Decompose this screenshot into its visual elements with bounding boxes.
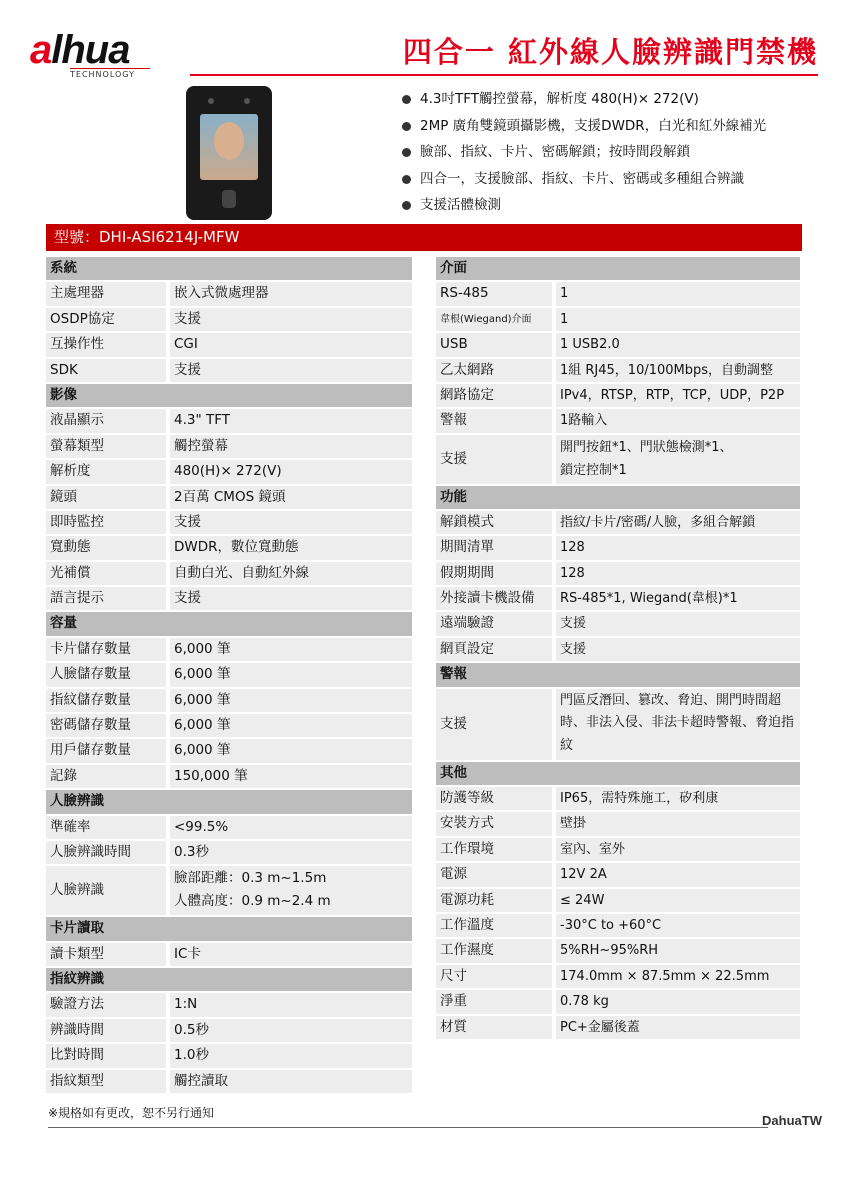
spec-row [436, 562, 800, 585]
spec-value: 4.3" TFT [170, 409, 412, 432]
spec-row [436, 511, 800, 534]
model-bar: 型號：DHI-ASI6214J-MFW [46, 224, 802, 251]
spec-label: 卡片儲存數量 [46, 638, 166, 661]
spec-row [436, 612, 800, 635]
spec-value: CGI [170, 333, 412, 356]
section-header: 影像 [46, 384, 412, 407]
spec-table-right [436, 257, 800, 1041]
spec-label: OSDP協定 [46, 308, 166, 331]
spec-label: RS-485 [436, 282, 552, 305]
spec-row [436, 1016, 800, 1039]
spec-value: 1路輸入 [556, 409, 800, 432]
spec-label: 鏡頭 [46, 486, 166, 509]
spec-value: 支援 [170, 587, 412, 610]
spec-label: 指紋儲存數量 [46, 689, 166, 712]
spec-label: 指紋類型 [46, 1070, 166, 1093]
spec-label: 假期期間 [436, 562, 552, 585]
spec-label: 光補償 [46, 562, 166, 585]
spec-value-line: 人體高度：0.9 m~2.4 m [174, 893, 331, 910]
spec-label: 外接讀卡機設備 [436, 587, 552, 610]
spec-row [436, 282, 800, 305]
spec-label: 材質 [436, 1016, 552, 1039]
spec-label: 比對時間 [46, 1044, 166, 1067]
spec-row [46, 663, 412, 686]
spec-row [46, 409, 412, 432]
spec-value: 1組 RJ45，10/100Mbps，自動調整 [556, 359, 800, 382]
spec-label: 讀卡類型 [46, 943, 166, 966]
spec-row [46, 536, 412, 559]
spec-label: 人臉儲存數量 [46, 663, 166, 686]
spec-value: 128 [556, 562, 800, 585]
spec-value: IC卡 [170, 943, 412, 966]
spec-value: 1 USB2.0 [556, 333, 800, 356]
spec-label: USB [436, 333, 552, 356]
spec-value: 6,000 筆 [170, 638, 412, 661]
spec-label: 解鎖模式 [436, 511, 552, 534]
feature-item: 2MP 廣角雙鏡頭攝影機，支援DWDR，白光和紅外線補光 [400, 113, 766, 140]
spec-value: 壁掛 [556, 812, 800, 835]
camera-lens-icon [208, 98, 214, 104]
page-title: 四合一 紅外線人臉辨識門禁機 [402, 35, 818, 69]
spec-row [46, 435, 412, 458]
dahua-logo [30, 28, 180, 80]
spec-row [436, 838, 800, 861]
spec-row [436, 939, 800, 962]
spec-row [46, 486, 412, 509]
spec-value: ≤ 24W [556, 889, 800, 912]
spec-value: 150,000 筆 [170, 765, 412, 788]
spec-row [436, 812, 800, 835]
feature-list [400, 86, 766, 219]
spec-value: -30°C to +60°C [556, 914, 800, 937]
spec-label: 工作濕度 [436, 939, 552, 962]
spec-value: 觸控螢幕 [170, 435, 412, 458]
spec-row [436, 965, 800, 988]
spec-value: 支援 [170, 511, 412, 534]
disclaimer-note: ※規格如有更改，恕不另行通知 [48, 1106, 215, 1120]
spec-label: 工作環境 [436, 838, 552, 861]
spec-row [46, 943, 412, 966]
spec-row [46, 993, 412, 1016]
logo-wordmark: alhua [30, 28, 130, 72]
spec-value: 支援 [556, 638, 800, 661]
spec-value: 1 [556, 308, 800, 331]
spec-label: 防護等級 [436, 787, 552, 810]
spec-row [46, 587, 412, 610]
spec-label: 主處理器 [46, 282, 166, 305]
spec-value: PC+金屬後蓋 [556, 1016, 800, 1039]
spec-value: RS-485*1, Wiegand(韋根)*1 [556, 587, 800, 610]
spec-value-line: 鎖定控制*1 [560, 462, 627, 478]
spec-label: 尺寸 [436, 965, 552, 988]
spec-label: 寬動態 [46, 536, 166, 559]
spec-row [46, 765, 412, 788]
spec-label: 驗證方法 [46, 993, 166, 1016]
spec-value: IPv4，RTSP，RTP，TCP，UDP，P2P [556, 384, 800, 407]
spec-label: 用戶儲存數量 [46, 739, 166, 762]
spec-value: 觸控讀取 [170, 1070, 412, 1093]
feature-item: 四合一，支援臉部、指紋、卡片、密碼或多種組合辨識 [400, 166, 766, 193]
spec-row [436, 435, 800, 484]
spec-label: 警報 [436, 409, 552, 432]
spec-row [46, 282, 412, 305]
spec-row [436, 863, 800, 886]
spec-value: 174.0mm × 87.5mm × 22.5mm [556, 965, 800, 988]
spec-row [436, 384, 800, 407]
fingerprint-sensor-icon [222, 190, 236, 208]
spec-row [46, 1070, 412, 1093]
spec-value: 支援 [556, 612, 800, 635]
spec-row [436, 638, 800, 661]
spec-value: 0.78 kg [556, 990, 800, 1013]
section-header: 系統 [46, 257, 412, 280]
spec-row [436, 536, 800, 559]
title-underline [190, 74, 818, 76]
spec-row [436, 308, 800, 331]
spec-label: 期間清單 [436, 536, 552, 559]
section-header: 功能 [436, 486, 800, 509]
spec-label: 電源 [436, 863, 552, 886]
spec-label: 淨重 [436, 990, 552, 1013]
spec-value: 6,000 筆 [170, 739, 412, 762]
spec-value: 5%RH~95%RH [556, 939, 800, 962]
section-header: 卡片讀取 [46, 917, 412, 940]
spec-label: 解析度 [46, 460, 166, 483]
spec-row [436, 587, 800, 610]
spec-label: 記錄 [46, 765, 166, 788]
spec-value: 自動白光、自動紅外線 [170, 562, 412, 585]
spec-label: 乙太網路 [436, 359, 552, 382]
footer-divider [48, 1127, 768, 1128]
spec-value: 門區反潛回、篡改、脅迫、開門時間超時、非法入侵、非法卡超時警報、脅迫指紋 [556, 689, 800, 760]
spec-label: 支援 [436, 435, 552, 484]
footer-brand: DahuaTW [762, 1113, 822, 1128]
camera-lens-icon [244, 98, 250, 104]
spec-row [436, 333, 800, 356]
spec-value: DWDR，數位寬動態 [170, 536, 412, 559]
spec-row [46, 333, 412, 356]
spec-value: 1 [556, 282, 800, 305]
spec-label: 液晶顯示 [46, 409, 166, 432]
spec-row [46, 866, 412, 915]
spec-label: 遠端驗證 [436, 612, 552, 635]
spec-row [46, 359, 412, 382]
spec-label: 準確率 [46, 816, 166, 839]
spec-label: 韋根(Wiegand)介面 [436, 308, 552, 331]
spec-value: 0.5秒 [170, 1019, 412, 1042]
spec-value: 1.0秒 [170, 1044, 412, 1067]
spec-label: 密碼儲存數量 [46, 714, 166, 737]
spec-label: 網路協定 [436, 384, 552, 407]
spec-row [436, 787, 800, 810]
spec-row [46, 1019, 412, 1042]
spec-row [436, 990, 800, 1013]
spec-label: 安裝方式 [436, 812, 552, 835]
spec-value: 128 [556, 536, 800, 559]
spec-row [46, 511, 412, 534]
spec-value: 6,000 筆 [170, 663, 412, 686]
spec-value: 6,000 筆 [170, 689, 412, 712]
spec-value: 0.3秒 [170, 841, 412, 864]
spec-label: 網頁設定 [436, 638, 552, 661]
spec-row [46, 689, 412, 712]
section-header: 介面 [436, 257, 800, 280]
spec-value: 6,000 筆 [170, 714, 412, 737]
spec-label: 語言提示 [46, 587, 166, 610]
spec-row [46, 1044, 412, 1067]
spec-value: 嵌入式微處理器 [170, 282, 412, 305]
spec-label: 人臉辨識 [46, 866, 166, 915]
spec-value: IP65，需特殊施工，矽利康 [556, 787, 800, 810]
spec-value-line: 臉部距離：0.3 m~1.5m [174, 870, 327, 887]
spec-row [46, 816, 412, 839]
spec-value: 12V 2A [556, 863, 800, 886]
spec-value: 2百萬 CMOS 鏡頭 [170, 486, 412, 509]
spec-value-line: 開門按鈕*1、門狀態檢測*1、 [560, 439, 733, 455]
spec-value: 支援 [170, 359, 412, 382]
spec-label: 工作溫度 [436, 914, 552, 937]
spec-row [46, 460, 412, 483]
spec-row [46, 714, 412, 737]
feature-item: 支援活體檢測 [400, 192, 766, 219]
section-header: 容量 [46, 612, 412, 635]
feature-item: 4.3吋TFT觸控螢幕，解析度 480(H)× 272(V) [400, 86, 766, 113]
spec-value [556, 435, 800, 484]
spec-table-left [46, 257, 412, 1095]
spec-row [436, 889, 800, 912]
spec-label: 人臉辨識時間 [46, 841, 166, 864]
section-header: 警報 [436, 663, 800, 686]
spec-row [46, 308, 412, 331]
spec-value: <99.5% [170, 816, 412, 839]
spec-row [46, 739, 412, 762]
spec-label: 互操作性 [46, 333, 166, 356]
section-header: 指紋辨識 [46, 968, 412, 991]
spec-value: 室內、室外 [556, 838, 800, 861]
spec-row [436, 689, 800, 760]
spec-label: 電源功耗 [436, 889, 552, 912]
spec-value: 指紋/卡片/密碼/人臉，多組合解鎖 [556, 511, 800, 534]
logo-tagline: TECHNOLOGY [70, 68, 150, 79]
spec-value [170, 866, 412, 915]
spec-row [46, 562, 412, 585]
section-header: 其他 [436, 762, 800, 785]
spec-value: 支援 [170, 308, 412, 331]
spec-label: 辨識時間 [46, 1019, 166, 1042]
spec-label: 即時監控 [46, 511, 166, 534]
spec-row [46, 638, 412, 661]
spec-row [436, 359, 800, 382]
spec-label: 支援 [436, 689, 552, 760]
section-header: 人臉辨識 [46, 790, 412, 813]
spec-value: 1:N [170, 993, 412, 1016]
spec-label: SDK [46, 359, 166, 382]
spec-label: 螢幕類型 [46, 435, 166, 458]
spec-row [436, 914, 800, 937]
feature-item: 臉部、指紋、卡片、密碼解鎖；按時間段解鎖 [400, 139, 766, 166]
spec-value: 480(H)× 272(V) [170, 460, 412, 483]
face-preview [214, 122, 244, 160]
spec-row [436, 409, 800, 432]
product-image [186, 86, 272, 220]
spec-row [46, 841, 412, 864]
